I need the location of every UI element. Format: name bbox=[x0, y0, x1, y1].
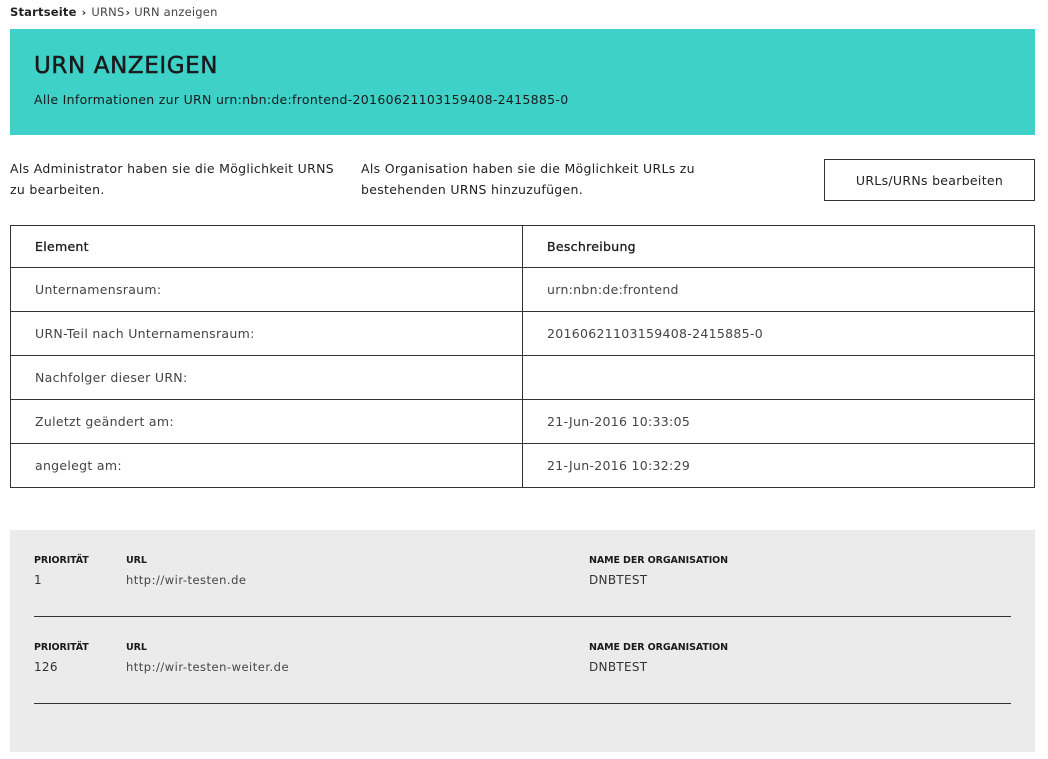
breadcrumb bbox=[10, 5, 218, 19]
table-row bbox=[11, 444, 1035, 488]
table-row bbox=[11, 400, 1035, 444]
priority-label: PRIORITÄT bbox=[34, 555, 89, 566]
table-header-row bbox=[11, 226, 1035, 268]
url-label: URL bbox=[126, 555, 147, 566]
url-list-item bbox=[34, 530, 1011, 617]
edit-urls-urns-button[interactable]: URLs/URNs bearbeiten bbox=[824, 159, 1035, 201]
organisation-info-text: Als Organisation haben sie die Möglichkeit URLs zu bestehenden URNS hinzuzufügen. bbox=[361, 161, 695, 197]
row-value bbox=[523, 356, 1035, 400]
row-element-label: Zuletzt geändert am: bbox=[11, 400, 523, 444]
urn-details-table bbox=[10, 225, 1035, 488]
breadcrumb-separator-icon: › bbox=[81, 5, 87, 19]
organisation-label: NAME DER ORGANISATION bbox=[589, 555, 728, 566]
column-header-element: Element bbox=[11, 226, 523, 268]
breadcrumb-separator-icon: › bbox=[125, 5, 131, 19]
table-row bbox=[11, 356, 1035, 400]
row-value: 20160621103159408-2415885-0 bbox=[523, 312, 1035, 356]
breadcrumb-home-link[interactable]: Startseite bbox=[10, 5, 77, 19]
admin-info-text: Als Administrator haben sie die Möglichkeit URNS zu bearbeiten. bbox=[10, 161, 334, 197]
url-link[interactable]: http://wir-testen-weiter.de bbox=[126, 660, 290, 674]
priority-value: 1 bbox=[34, 573, 42, 587]
breadcrumb-urns-link[interactable]: URNS bbox=[91, 5, 125, 19]
organisation-label: NAME DER ORGANISATION bbox=[589, 642, 728, 653]
organisation-value: DNBTEST bbox=[589, 660, 648, 674]
row-value: 21-Jun-2016 10:32:29 bbox=[523, 444, 1035, 488]
row-element-label: angelegt am: bbox=[11, 444, 523, 488]
row-element-label: Nachfolger dieser URN: bbox=[11, 356, 523, 400]
row-value: 21-Jun-2016 10:33:05 bbox=[523, 400, 1035, 444]
row-element-label: URN-Teil nach Unternamensraum: bbox=[11, 312, 523, 356]
url-list-item bbox=[34, 617, 1011, 704]
url-link[interactable]: http://wir-testen.de bbox=[126, 573, 247, 587]
page-title: URN ANZEIGEN bbox=[34, 53, 219, 79]
breadcrumb-current: URN anzeigen bbox=[134, 5, 218, 19]
url-list-panel bbox=[10, 530, 1035, 752]
page-header-banner bbox=[10, 29, 1035, 135]
column-header-description: Beschreibung bbox=[523, 226, 1035, 268]
table-row bbox=[11, 268, 1035, 312]
priority-value: 126 bbox=[34, 660, 58, 674]
organisation-value: DNBTEST bbox=[589, 573, 648, 587]
table-row bbox=[11, 312, 1035, 356]
url-label: URL bbox=[126, 642, 147, 653]
page-subtitle: Alle Informationen zur URN urn:nbn:de:frontend-20160621103159408-2415885-0 bbox=[34, 92, 569, 107]
priority-label: PRIORITÄT bbox=[34, 642, 89, 653]
row-value: urn:nbn:de:frontend bbox=[523, 268, 1035, 312]
row-element-label: Unternamensraum: bbox=[11, 268, 523, 312]
